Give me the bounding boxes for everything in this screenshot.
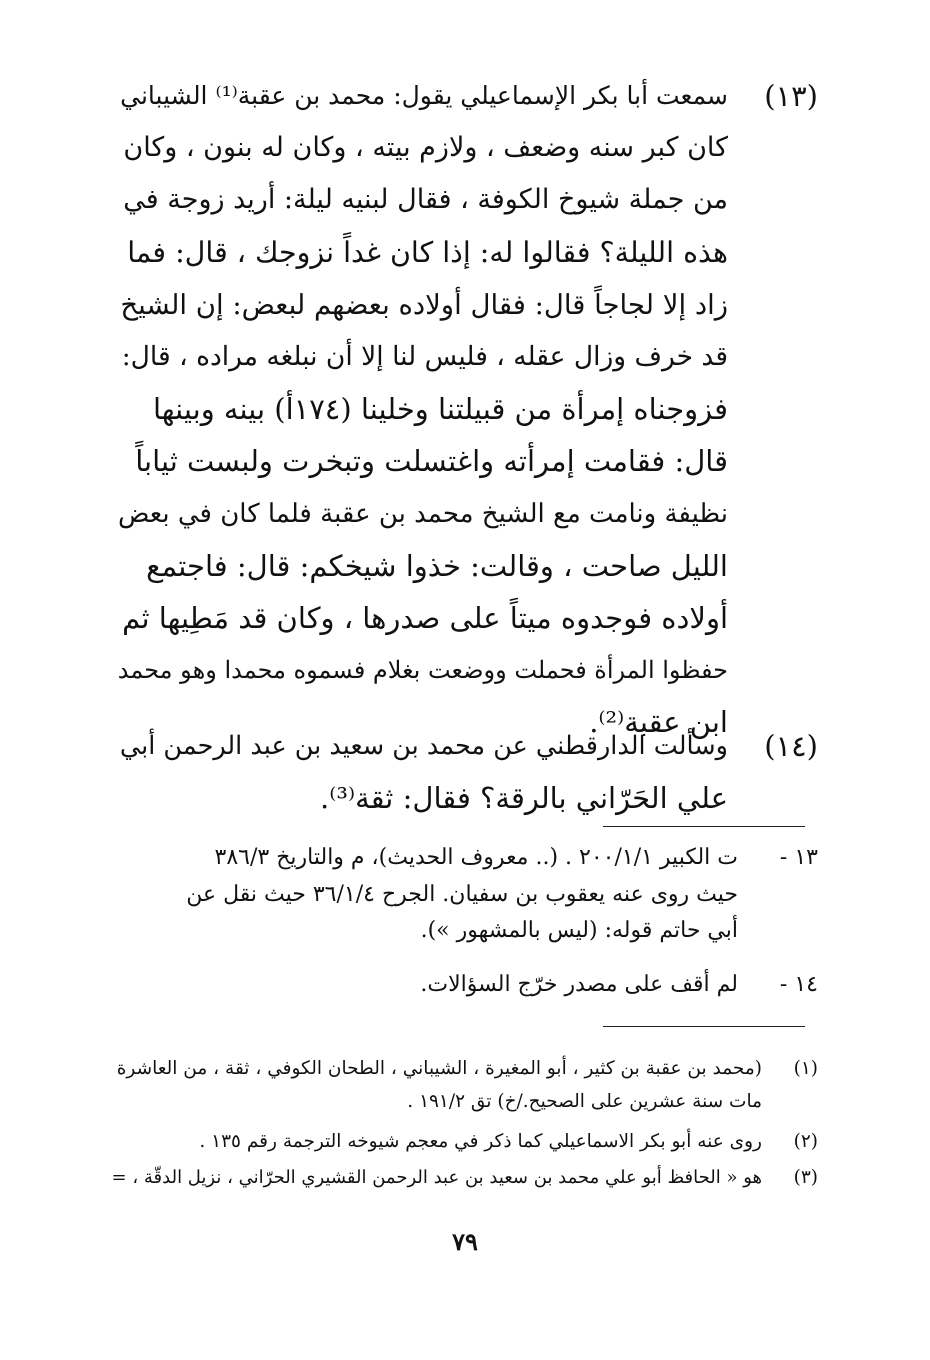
footnote-1	[118, 1052, 818, 1122]
footnote-text	[112, 1052, 762, 1118]
footnote-line: روى عنه أبو بكر الاسماعيلي كما ذكر في معجم شيوخه الترجمة رقم ١٣٥ .	[199, 1131, 762, 1152]
editor-note-14	[118, 967, 818, 1007]
entry-number: (١٤)	[764, 729, 818, 763]
note-number: ١٤ -	[779, 972, 818, 997]
page-number: ٧٩	[452, 1227, 478, 1256]
divider-rule	[603, 1026, 805, 1027]
note-text	[118, 840, 738, 950]
footnote-line: (محمد بن عقبة بن كثير ، أبو المغيرة ، الشيباني ، الطحان الكوفي ، ثقة ، من العاشرة	[116, 1058, 762, 1079]
text-line: قال: فقامت إمرأته واغتسلت وتبخرت ولبست ثياباً	[135, 444, 728, 479]
footnote-number: (٢)	[793, 1131, 818, 1152]
entry-text	[118, 70, 728, 749]
footnote-2	[118, 1125, 818, 1159]
footnote-3	[111, 1161, 818, 1195]
text-line: الليل صاحت ، وقالت: خذوا شيخكم: قال: فاجتمع	[146, 548, 728, 583]
divider-rule	[603, 826, 805, 827]
text-line: أولاده فوجدوه ميتاً على صدرها ، وكان قد مَطِيها ثم	[122, 601, 728, 636]
text-line: هذه الليلة؟ فقالوا له: إذا كان غداً نزوجك ، قال: فما	[127, 235, 728, 269]
footnote-number: (٣)	[793, 1167, 818, 1188]
note-line: أبي حاتم قوله: (ليس بالمشهور »).	[420, 918, 738, 943]
text-line: نظيفة ونامت مع الشيخ محمد بن عقبة فلما كان في بعض	[117, 498, 728, 529]
text-line: من جملة شيوخ الكوفة ، فقال لبنيه ليلة: أريد زوجة في	[123, 184, 728, 216]
note-line: لم أقف على مصدر خرّج السؤالات.	[420, 972, 738, 997]
note-number: ١٣ -	[779, 845, 818, 870]
footnote-number: (١)	[793, 1058, 818, 1079]
text-line: وسألت الدارقطني عن محمد بن سعيد بن عبد الرحمن أبي	[119, 731, 728, 761]
note-line: حيث روى عنه يعقوب بن سفيان. الجرح ٣٦/١/٤ حيث نقل عن	[186, 881, 738, 907]
text-line: حفظوا المرأة فحملت ووضعت بغلام فسموه محمدا وهو محمد	[117, 656, 728, 685]
text-line: كان كبر سنه وضعف ، ولازم بيته ، وكان له بنون ، وكان	[123, 132, 728, 164]
text-line: قد خرف وزال عقله ، فليس لنا إلا أن نبلغه مراده ، قال:	[121, 341, 728, 373]
text-line: سمعت أبا بكر الإسماعيلي يقول: محمد بن عقبة⁽¹⁾ الشيباني	[120, 81, 728, 110]
note-line: ت الكبير ٢٠٠/١/١ . (.. معروف الحديث)، م والتاريخ ٣٨٦/٣	[214, 845, 738, 870]
note-text	[118, 967, 738, 1004]
footnote-text	[112, 1161, 762, 1194]
entry-13	[118, 70, 818, 740]
footnote-line: مات سنة عشرين على الصحيح./خ) تق ١٩١/٢ .	[407, 1091, 762, 1112]
entry-text	[118, 720, 728, 824]
footnote-line: هو « الحافظ أبو علي محمد بن سعيد بن عبد الرحمن القشيري الحرّاني ، نزيل الدقّة ، =	[111, 1167, 762, 1188]
text-line: ابن عقبة⁽²⁾.	[589, 705, 728, 740]
text-line: فزوجناه إمرأة من قبيلتنا وخلينا (١٧٤أ) بينه وبينها	[152, 392, 728, 427]
entry-number: (١٣)	[764, 79, 818, 113]
footnote-text	[112, 1125, 762, 1158]
entry-14	[118, 720, 818, 830]
text-line: زاد إلا لجاجاً قال: فقال أولاده بعضهم لبعض: إن الشيخ	[120, 288, 728, 321]
text-line: علي الحَرّاني بالرقة؟ فقال: ثقة⁽³⁾.	[319, 781, 728, 816]
editor-note-13	[118, 840, 818, 970]
